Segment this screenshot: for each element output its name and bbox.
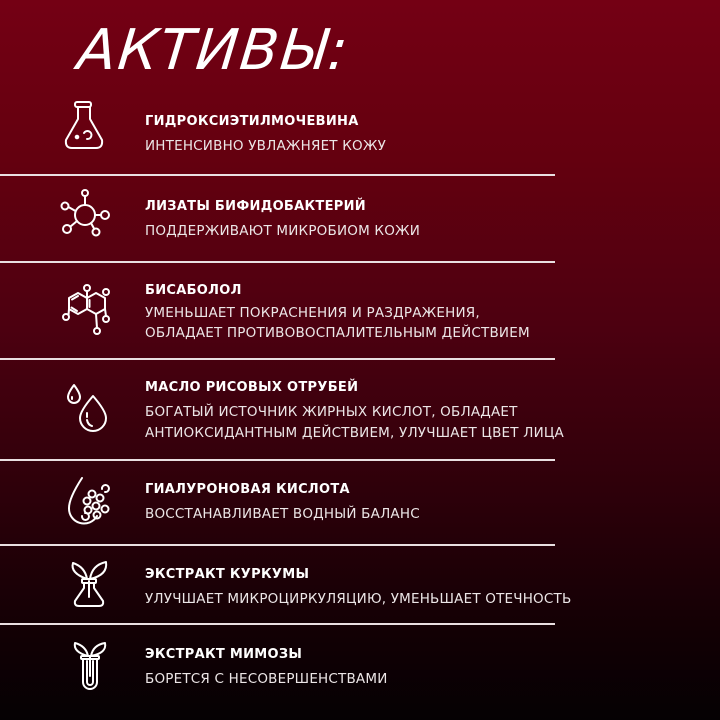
item-description: УЛУЧШАЕТ МИКРОЦИРКУЛЯЦИЮ, УМЕНЬШАЕТ ОТЕЧНОСТЬ [145,591,572,607]
separator [0,459,555,461]
separator [0,358,555,360]
plant-test-tube-icon [72,640,108,690]
item-description: УМЕНЬШАЕТ ПОКРАСНЕНИЯ И РАЗДРАЖЕНИЯ, [145,305,480,321]
item-description: ВОССТАНАВЛИВАЕТ ВОДНЫЙ БАЛАНС [145,506,420,522]
separator [0,261,555,263]
oil-drops-icon [66,383,110,435]
page-title: АКТИВЫ: [74,18,353,83]
item-name: БИСАБОЛОЛ [145,283,242,298]
item-name: ГИАЛУРОНОВАЯ КИСЛОТА [145,482,350,497]
item-name: ГИДРОКСИЭТИЛМОЧЕВИНА [145,114,359,129]
item-name: ЭКСТРАКТ КУРКУМЫ [145,567,310,582]
item-description: ОБЛАДАЕТ ПРОТИВОВОСПАЛИТЕЛЬНЫМ ДЕЙСТВИЕМ [145,325,530,341]
plant-flask-icon [70,557,108,607]
item-name: ЭКСТРАКТ МИМОЗЫ [145,647,303,662]
chemical-structure-icon [60,282,110,338]
item-name: ЛИЗАТЫ БИФИДОБАКТЕРИЙ [145,199,366,214]
separator [0,174,555,176]
item-description: БОРЕТСЯ С НЕСОВЕРШЕНСТВАМИ [145,671,388,687]
separator [0,623,555,625]
item-description: АНТИОКСИДАНТНЫМ ДЕЙСТВИЕМ, УЛУЧШАЕТ ЦВЕТ ЛИЦА [145,425,564,441]
molecule-icon [60,188,110,238]
item-description: ПОДДЕРЖИВАЮТ МИКРОБИОМ КОЖИ [145,223,421,239]
separator [0,544,555,546]
flask-icon [62,100,106,150]
drop-molecule-icon [68,476,112,528]
item-name: МАСЛО РИСОВЫХ ОТРУБЕЙ [145,380,359,395]
item-description: БОГАТЫЙ ИСТОЧНИК ЖИРНЫХ КИСЛОТ, ОБЛАДАЕТ [145,404,518,420]
item-description: ИНТЕНСИВНО УВЛАЖНЯЕТ КОЖУ [145,138,387,154]
